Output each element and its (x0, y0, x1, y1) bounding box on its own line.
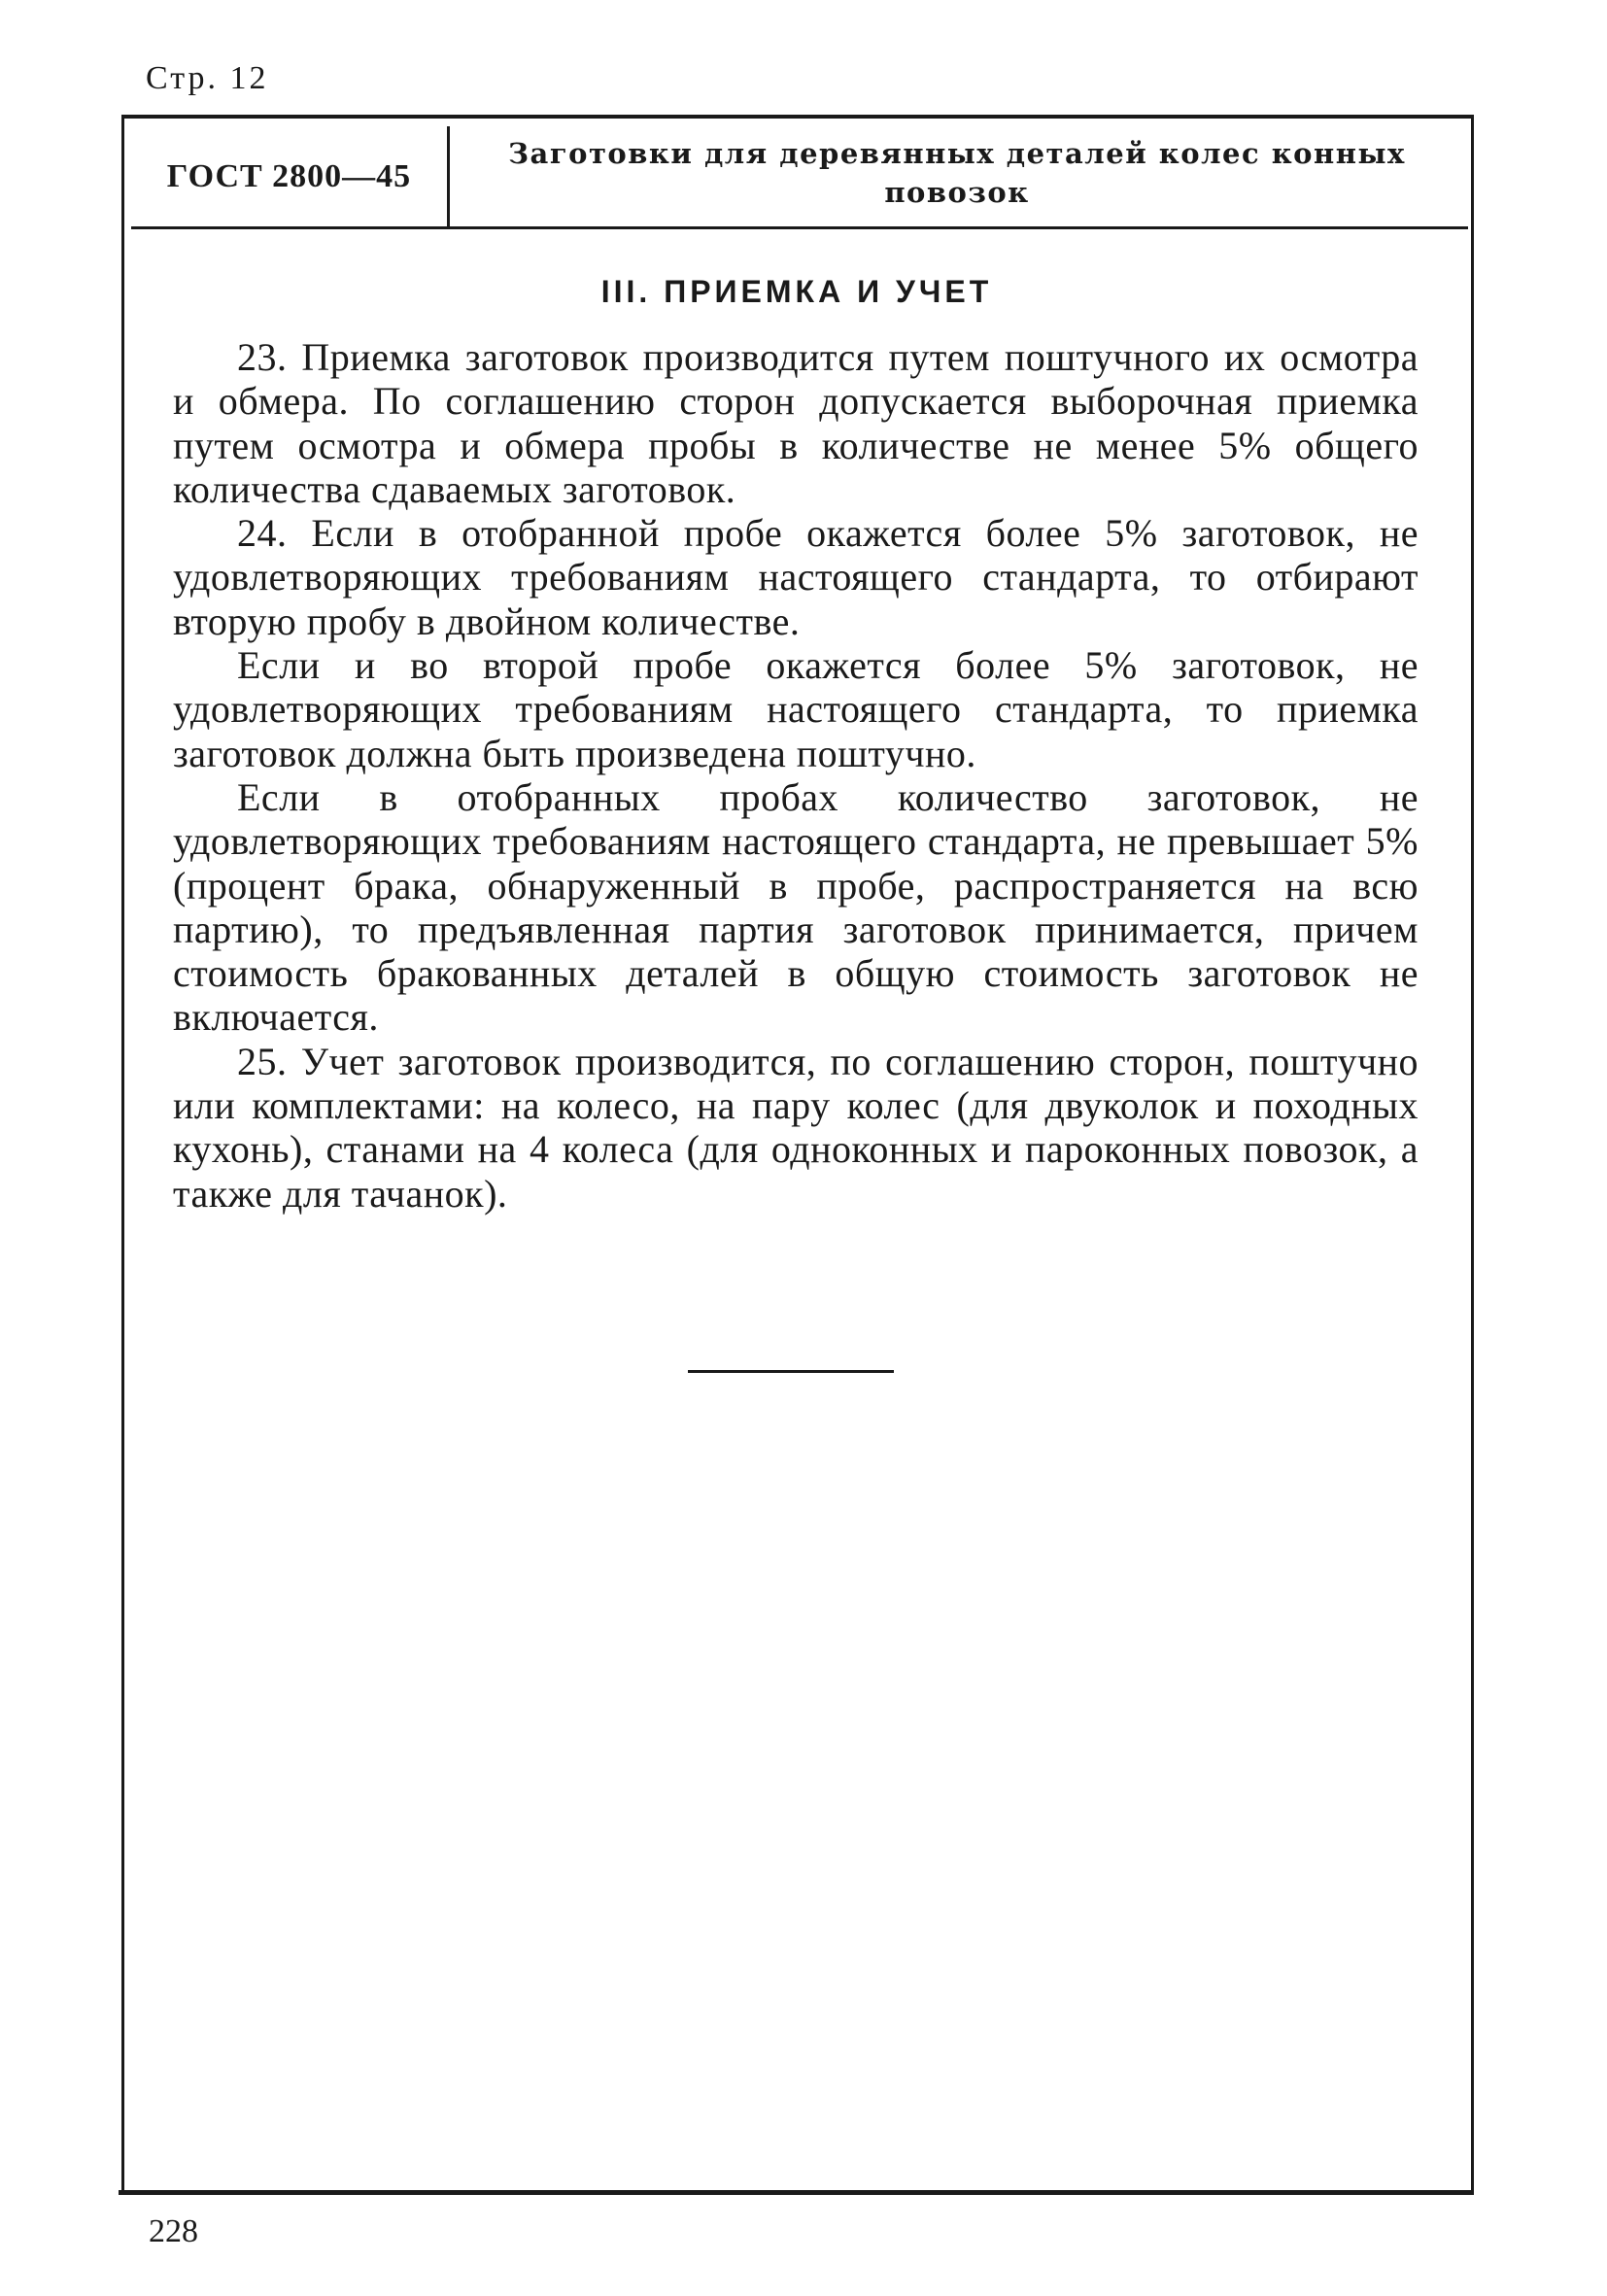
paragraph-24-second-sample: Если и во второй пробе окажется более 5% заготовок, не удовлетворяющих требованиям настоящего стандарта, то приемка заготовок должна быть произведена поштучно. (173, 643, 1419, 775)
frame-bottom-rule (119, 2190, 1474, 2195)
section-heading: III. ПРИЕМКА И УЧЕТ (600, 274, 993, 309)
standard-title (457, 134, 1457, 212)
page-number: 228 (149, 2213, 198, 2249)
end-of-text-rule (688, 1370, 894, 1373)
frame-top-rule (121, 115, 1474, 119)
paragraph-23: 23. Приемка заготовок производится путем поштучного их осмотра и обмера. По соглашению сторон допускается выборочная приемка путем осмотра и обмера пробы в количестве не менее 5% общего количества сдаваемых заготовок. (173, 335, 1419, 511)
section-body (173, 335, 1419, 1216)
header-divider-vertical (447, 126, 450, 227)
page-label: Стр. 12 (146, 60, 269, 96)
paragraph-24-acceptance: Если в отобранных пробах количество заготовок, не удовлетворяющих требованиям настоящего стандарта, не превышает 5% (процент брака, обнаруженный в пробе, распространяется на всю партию), то предъявленная партия заготовок принимается, причем стоимость бракованных деталей в общую стоимость заготовок не включается. (173, 774, 1419, 1040)
standard-title-line-1: Заготовки для деревянных деталей колес конных (508, 137, 1406, 170)
paragraph-24: 24. Если в отобранной пробе окажется более 5% заготовок, не удовлетворяющих требованиям настоящего стандарта, то отбирают вторую пробу в двойном количестве. (173, 511, 1419, 643)
paragraph-25: 25. Учет заготовок производится, по соглашению сторон, поштучно или комплектами: на колесо, на пару колес (для двуколок и походных кухонь), станами на 4 колеса (для одноконных и пароконных повозок, а также для тачанок). (173, 1039, 1419, 1216)
standard-title-line-2: повозок (884, 176, 1030, 209)
standard-code: ГОСТ 2800—45 (166, 158, 412, 194)
